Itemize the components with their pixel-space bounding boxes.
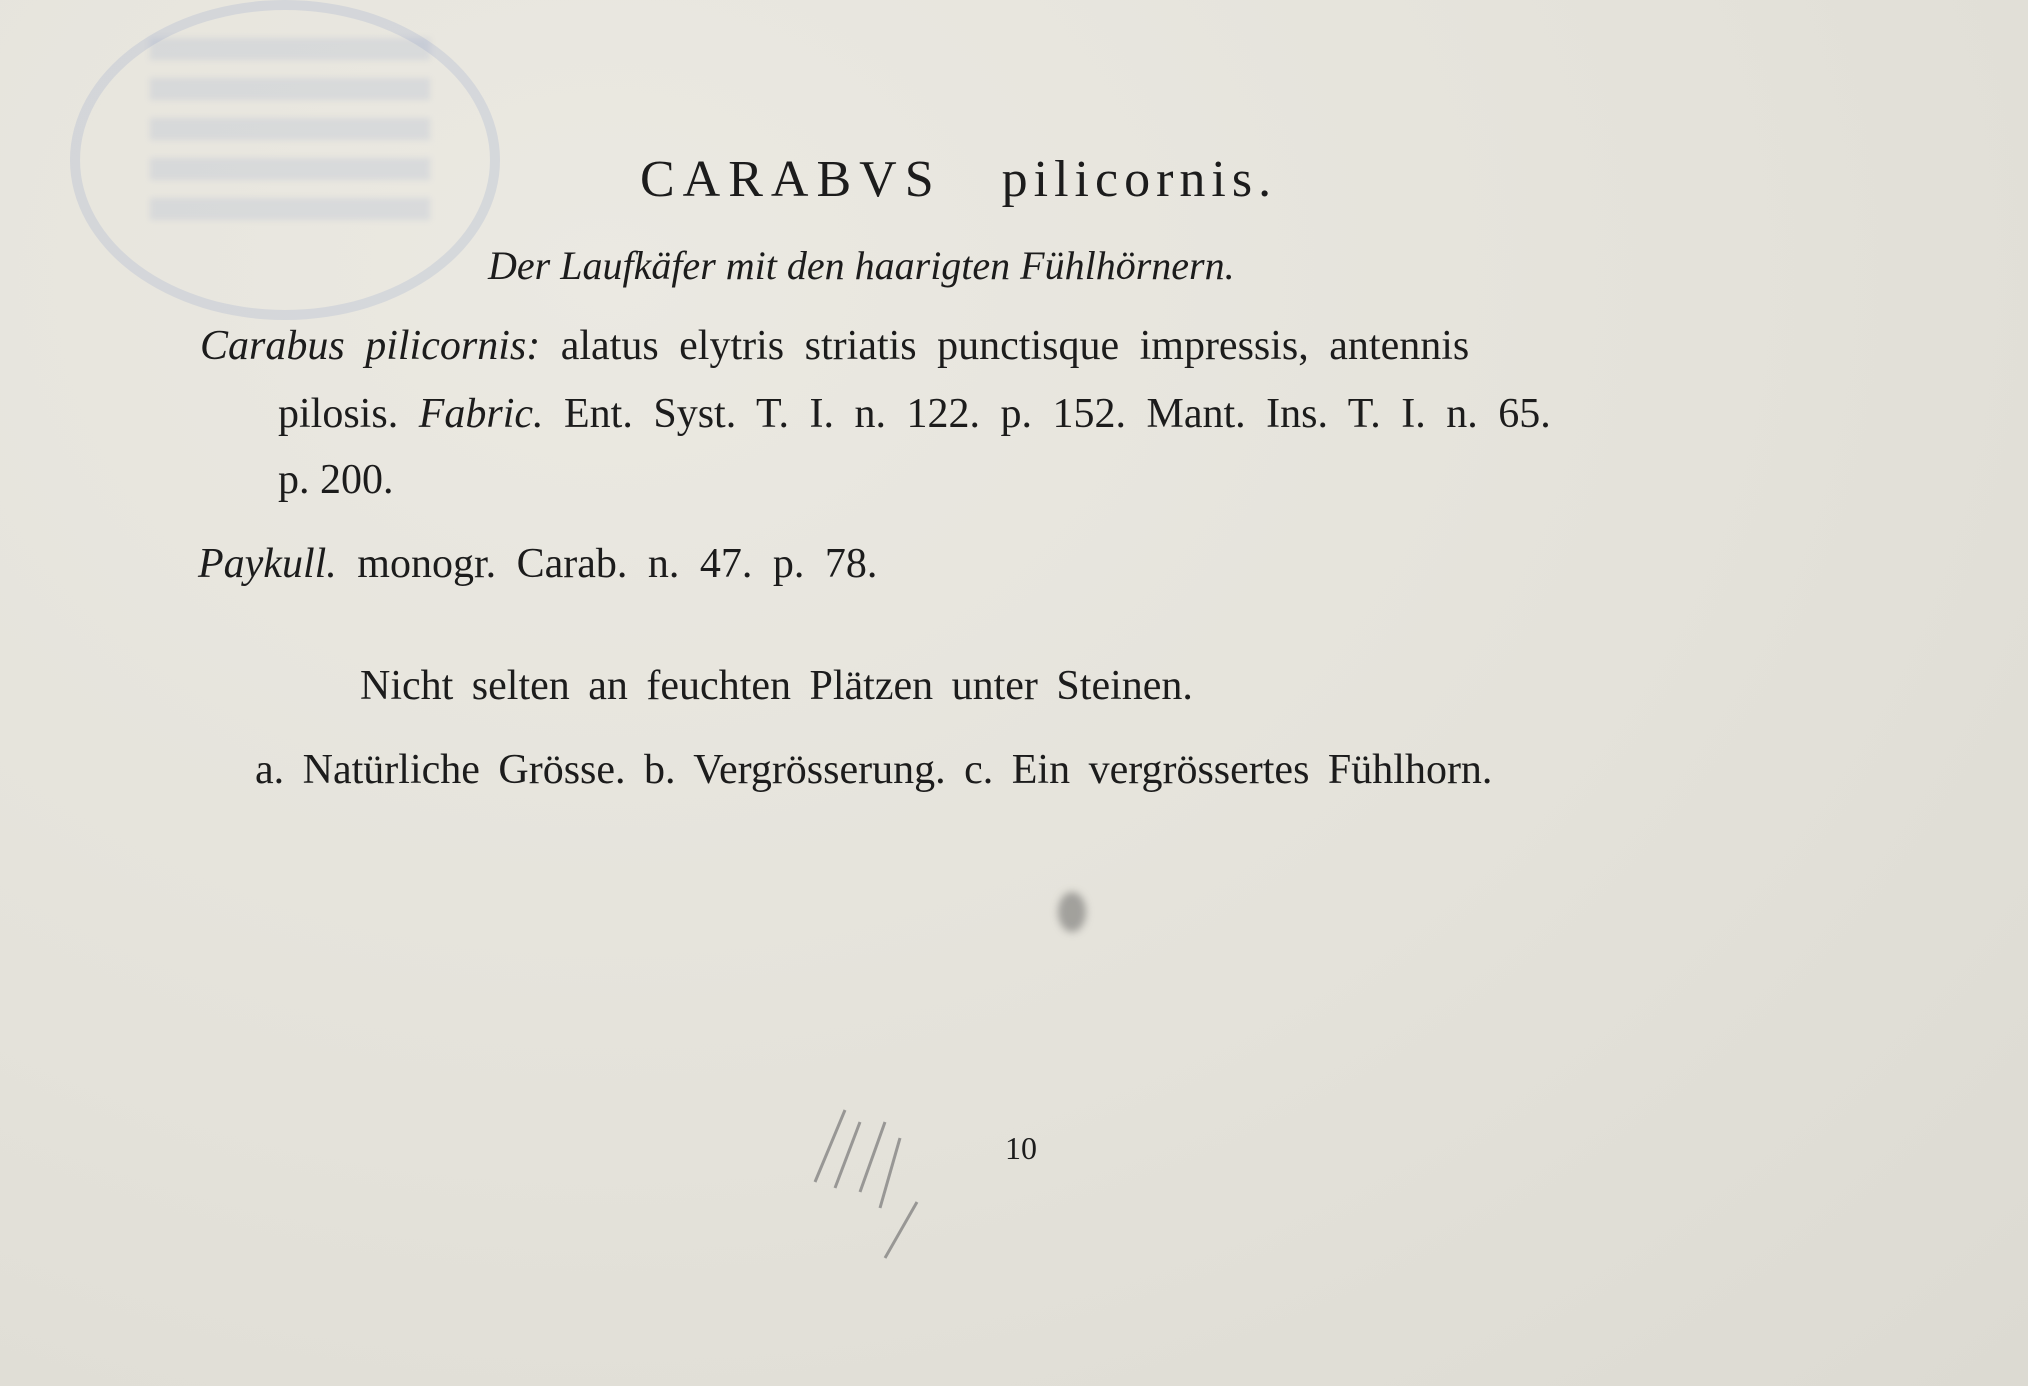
title-genus: CARABVS xyxy=(640,151,942,208)
page-subtitle: Der Laufkäfer mit den haarigten Fühlhörnern. xyxy=(488,243,1235,288)
page-number: 10 xyxy=(1005,1130,1037,1166)
page-title xyxy=(640,150,1277,209)
entry2-line xyxy=(198,540,877,588)
entry2-author: Paykull. xyxy=(198,541,337,587)
title-species: pilicornis. xyxy=(1001,151,1278,208)
entry2-reference: monogr. Carab. n. 47. p. 78. xyxy=(357,541,878,587)
figure-legend: a. Natürliche Grösse. b. Vergrösserung. c. Ein vergrössertes Fühlhorn. xyxy=(255,747,1493,793)
entry1-species-name: Carabus pilicornis: xyxy=(200,323,541,369)
entry1-author: Fabric. xyxy=(418,391,544,437)
library-stamp-text xyxy=(150,30,430,220)
entry1-line2 xyxy=(278,390,1551,438)
ink-smudge xyxy=(1058,892,1086,932)
entry1-line1 xyxy=(200,322,1469,370)
entry1-description: alatus elytris striatis punctisque impressis, antennis xyxy=(560,323,1470,369)
entry1-reference: Ent. Syst. T. I. n. 122. p. 152. Mant. Ins. T. I. n. 65. xyxy=(564,391,1551,437)
pencil-mark xyxy=(805,1100,925,1270)
habitat-note: Nicht selten an feuchten Plätzen unter Steinen. xyxy=(360,663,1193,709)
entry1-line2-pre: pilosis. xyxy=(278,391,399,437)
entry1-line3: p. 200. xyxy=(278,457,394,503)
